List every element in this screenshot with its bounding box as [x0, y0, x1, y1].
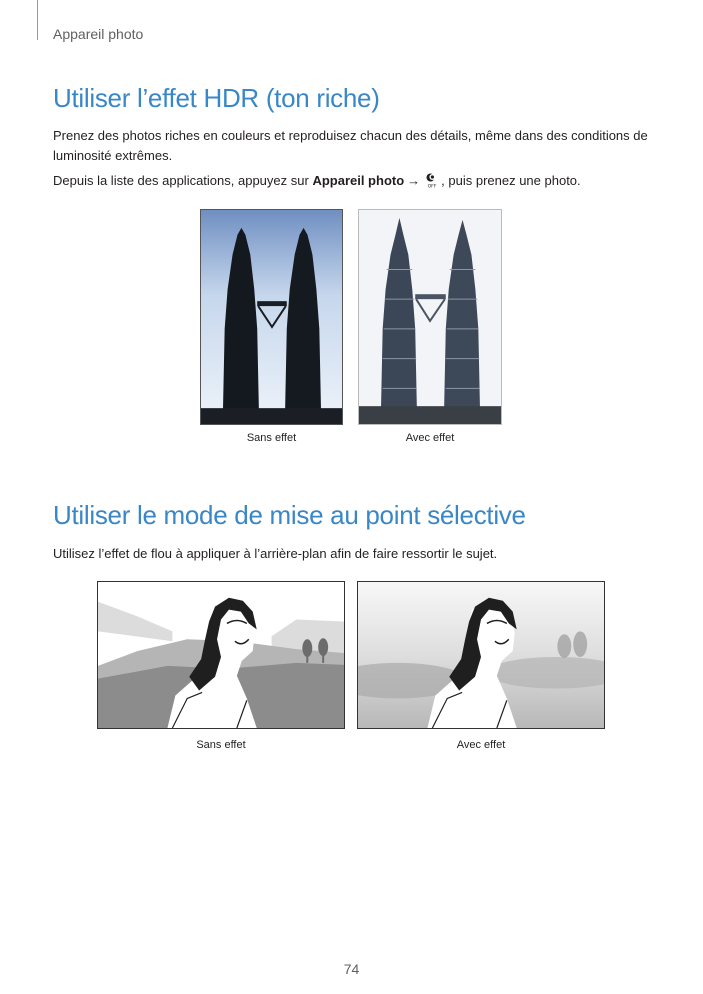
section-label: Appareil photo [53, 26, 144, 42]
page-number: 74 [343, 961, 360, 977]
instruction-text-end: , puis prenez une photo. [441, 173, 581, 188]
focus-photo-after [357, 581, 605, 729]
focus-photo-before [97, 581, 345, 729]
hdr-description: Prenez des photos riches en couleurs et reproduisez chacun des détails, même dans des conditions de luminosité extrêmes. [53, 128, 648, 163]
instruction-text: Depuis la liste des applications, appuyez sur [53, 173, 313, 188]
focus-section-title: Utiliser le mode de mise au point sélective [53, 500, 526, 530]
hdr-icon-label: OFF [427, 184, 437, 188]
hdr-caption-after: Avec effet [405, 432, 455, 444]
hdr-off-icon [424, 172, 440, 194]
hdr-photo-after [358, 209, 502, 425]
focus-caption-before: Sans effet [196, 739, 246, 751]
hdr-caption-before: Sans effet [246, 432, 297, 444]
hdr-section-title: Utiliser l’effet HDR (ton riche) [53, 83, 380, 113]
hdr-photo-before [200, 209, 343, 425]
arrow-icon: → [407, 173, 421, 188]
hdr-instructions [53, 171, 653, 194]
camera-app-name: Appareil photo [312, 173, 405, 188]
focus-description: Utilisez l’effet de flou à appliquer à l’arrière-plan afin de faire ressortir le sujet. [53, 546, 498, 561]
focus-caption-after: Avec effet [456, 739, 506, 751]
header-divider [37, 0, 38, 40]
